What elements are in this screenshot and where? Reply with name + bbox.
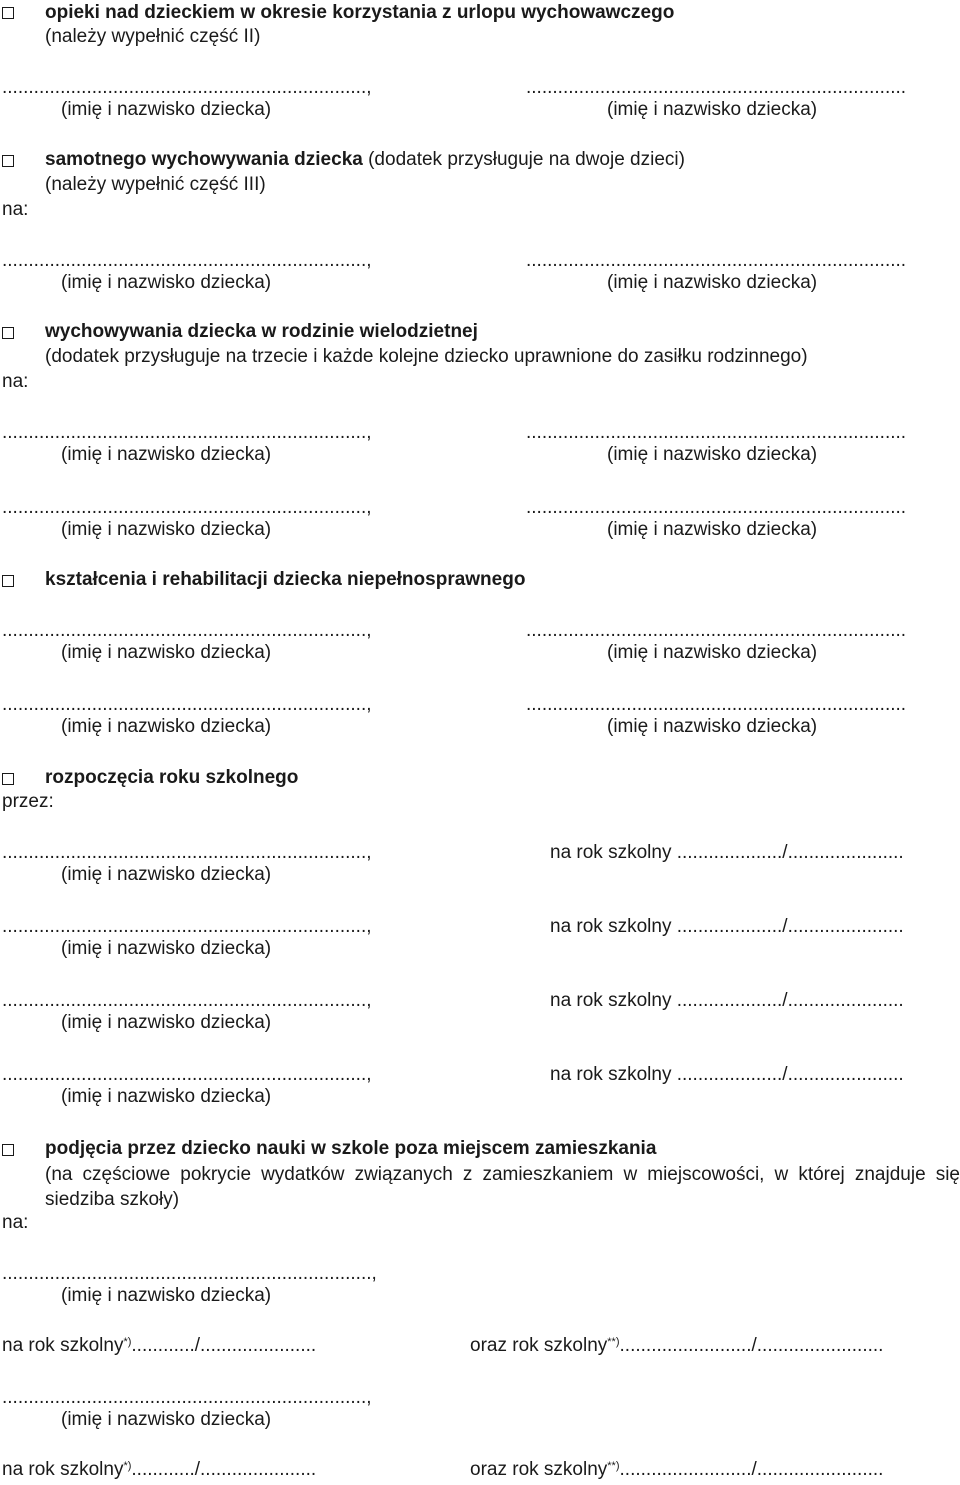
name-field-line[interactable]: .....................................................................,: [2, 1387, 372, 1408]
section-title-samotne-wychowywanie: samotnego wychowywania dziecka (dodatek przysługuje na dwoje dzieci): [45, 149, 685, 170]
name-field-line[interactable]: .....................................................................,: [2, 694, 372, 715]
checkbox-nauka-poza-miejscem[interactable]: [2, 1144, 14, 1156]
school-year-field[interactable]: oraz rok szkolny**)........................./........................: [470, 1335, 884, 1356]
field-caption: (imię i nazwisko dziecka): [61, 519, 272, 540]
section-note-samotne: (należy wypełnić część III): [45, 174, 266, 195]
section-title-ksztalcenie: kształcenia i rehabilitacji dziecka niepełnosprawnego: [45, 569, 526, 590]
name-field-line[interactable]: .....................................................................,: [2, 620, 372, 641]
name-field-line[interactable]: .....................................................................,: [2, 842, 372, 863]
na-label: na:: [2, 199, 29, 220]
school-year-field[interactable]: na rok szkolny ..................../......................: [550, 916, 904, 937]
section-title-opieka: opieki nad dzieckiem w okresie korzystania z urlopu wychowawczego: [45, 2, 675, 23]
school-year-field[interactable]: na rok szkolny ..................../......................: [550, 842, 904, 863]
na-label: na:: [2, 371, 29, 392]
school-year-field[interactable]: na rok szkolny*)............/......................: [2, 1335, 317, 1356]
name-field-line[interactable]: .....................................................................,: [2, 497, 372, 518]
field-caption: (imię i nazwisko dziecka): [61, 938, 272, 959]
field-caption: (imię i nazwisko dziecka): [61, 1285, 272, 1306]
school-year-field[interactable]: na rok szkolny ..................../......................: [550, 1064, 904, 1085]
field-caption: (imię i nazwisko dziecka): [61, 444, 272, 465]
field-caption: (imię i nazwisko dziecka): [607, 642, 818, 663]
field-caption: (imię i nazwisko dziecka): [61, 1086, 272, 1107]
section-note-wielodzietna: (dodatek przysługuje na trzecie i każde kolejne dziecko uprawnione do zasiłku rodzinnego): [45, 346, 808, 367]
field-caption: (imię i nazwisko dziecka): [607, 444, 818, 465]
section-title-rok-szkolny: rozpoczęcia roku szkolnego: [45, 767, 299, 788]
name-field-line[interactable]: .....................................................................,: [2, 1064, 372, 1085]
name-field-line[interactable]: ........................................................................: [526, 250, 907, 271]
name-field-line[interactable]: ........................................................................: [526, 620, 907, 641]
checkbox-ksztalcenie-rehabilitacja[interactable]: [2, 575, 14, 587]
field-caption: (imię i nazwisko dziecka): [607, 519, 818, 540]
checkbox-opieka[interactable]: [2, 7, 14, 19]
name-field-line[interactable]: .....................................................................,: [2, 916, 372, 937]
name-field-line[interactable]: .....................................................................,: [2, 250, 372, 271]
przez-label: przez:: [2, 791, 54, 812]
checkbox-rodzina-wielodzietna[interactable]: [2, 327, 14, 339]
field-caption: (imię i nazwisko dziecka): [61, 642, 272, 663]
name-field-line[interactable]: .....................................................................,: [2, 422, 372, 443]
school-year-field[interactable]: na rok szkolny ..................../......................: [550, 990, 904, 1011]
checkbox-samotne-wychowywanie[interactable]: [2, 155, 14, 167]
field-caption: (imię i nazwisko dziecka): [607, 272, 818, 293]
section-title-nauka-poza-miejscem: podjęcia przez dziecko nauki w szkole poza miejscem zamieszkania: [45, 1138, 657, 1159]
name-field-line[interactable]: ........................................................................: [526, 77, 907, 98]
name-field-line[interactable]: .....................................................................,: [2, 990, 372, 1011]
na-label: na:: [2, 1212, 29, 1233]
name-field-line[interactable]: ........................................................................: [526, 694, 907, 715]
name-field-line[interactable]: ......................................................................,: [2, 1263, 377, 1284]
checkbox-rok-szkolny[interactable]: [2, 773, 14, 785]
name-field-line[interactable]: ........................................................................: [526, 422, 907, 443]
section-note-opieka: (należy wypełnić część II): [45, 26, 261, 47]
field-caption: (imię i nazwisko dziecka): [61, 1012, 272, 1033]
field-caption: (imię i nazwisko dziecka): [61, 864, 272, 885]
field-caption: (imię i nazwisko dziecka): [607, 716, 818, 737]
school-year-field[interactable]: oraz rok szkolny**)........................./........................: [470, 1459, 884, 1480]
name-field-line[interactable]: .....................................................................,: [2, 77, 372, 98]
field-caption: (imię i nazwisko dziecka): [61, 716, 272, 737]
field-caption: (imię i nazwisko dziecka): [61, 272, 272, 293]
school-year-field[interactable]: na rok szkolny*)............/......................: [2, 1459, 317, 1480]
section-note-nauka: (na częściowe pokrycie wydatków związanych z zamieszkaniem w miejscowości, w której znajduje się siedziba szkoły): [45, 1164, 960, 1210]
field-caption: (imię i nazwisko dziecka): [61, 99, 272, 120]
field-caption: (imię i nazwisko dziecka): [61, 1409, 272, 1430]
section-title-rodzina-wielodzietna: wychowywania dziecka w rodzinie wielodzietnej: [45, 321, 478, 342]
name-field-line[interactable]: ........................................................................: [526, 497, 907, 518]
field-caption: (imię i nazwisko dziecka): [607, 99, 818, 120]
